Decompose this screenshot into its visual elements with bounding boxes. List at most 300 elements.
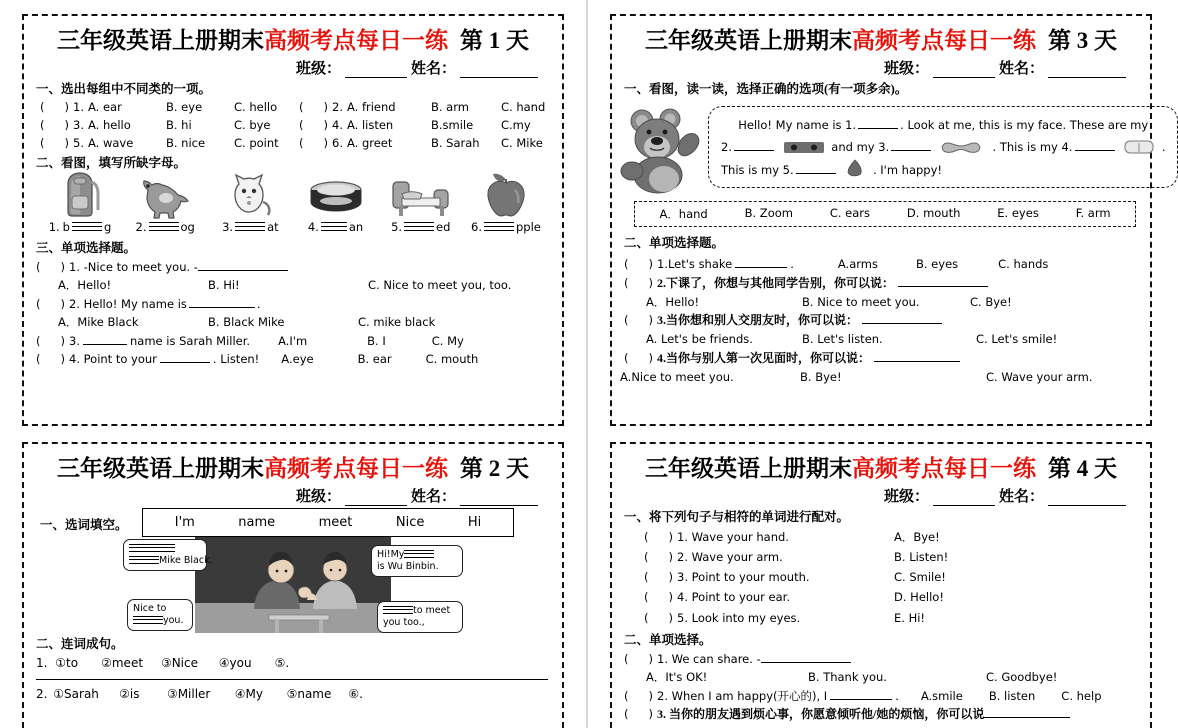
bed-icon (379, 168, 463, 218)
ears-icon (940, 140, 986, 154)
passage-blank[interactable] (734, 140, 774, 151)
title-day: 第 4 天 (1048, 456, 1117, 481)
option-c[interactable]: C. Nice to meet you, too. (368, 278, 512, 293)
picture-item (38, 168, 122, 234)
choice-option[interactable]: B. Zoom (744, 206, 793, 220)
left-column (0, 0, 586, 728)
worksheet-title-day4 (620, 455, 1142, 484)
stem-text: 3. 当你的朋友遇到烦心事，你愿意倾听他/她的烦恼，你可以说 (657, 707, 985, 722)
answer-bracket[interactable] (624, 689, 653, 703)
passage-text: . I'm happy! (872, 162, 943, 177)
title-day: 第 2 天 (460, 456, 529, 481)
answer-choice-bank (634, 201, 1136, 227)
section-heading-2: 二、单项选择。 (624, 632, 712, 647)
stem-text: 2. Hello! My name is (69, 296, 187, 311)
apple-icon (464, 168, 548, 218)
option-b[interactable]: B. Black Mike (208, 315, 285, 330)
matching-left[interactable] (644, 608, 894, 628)
answer-bracket[interactable] (299, 135, 328, 153)
word-token[interactable]: ②meet (101, 656, 144, 670)
option-b[interactable]: B.smile (430, 117, 474, 132)
passage-text: This is my 5. (721, 162, 794, 177)
answer-bracket[interactable] (644, 570, 673, 584)
spelling-row[interactable] (379, 220, 463, 234)
bubble-text-line2: you. (163, 614, 184, 626)
question-row[interactable] (40, 99, 295, 117)
answer-bracket[interactable] (36, 352, 65, 366)
worksheet-title-day1 (32, 27, 554, 56)
question-row[interactable] (40, 135, 295, 153)
answer-blank[interactable] (874, 351, 960, 362)
matching-row[interactable] (644, 527, 1142, 547)
section-heading-1: 一、选词填空。 (40, 517, 128, 532)
word-bank-area (32, 508, 554, 537)
answer-bracket[interactable] (624, 652, 653, 666)
mc-options-row[interactable] (646, 330, 1142, 348)
stem-text: 3.当你想和别人交朋友时，你可以说： (657, 313, 859, 328)
option-a[interactable]: A．Mike Black (58, 315, 139, 330)
spelling-row[interactable] (464, 220, 548, 234)
item-number: 2. (135, 219, 147, 234)
mc-question-stem[interactable] (624, 650, 1142, 668)
q-number: 1. (73, 100, 84, 114)
option-c[interactable]: C. mike black (358, 315, 436, 330)
bubble-to-meet-you[interactable] (377, 601, 463, 633)
name-label: 姓名： (410, 488, 456, 505)
mc-question-stem[interactable] (36, 295, 554, 313)
mc-options-row[interactable] (58, 276, 554, 294)
option-a[interactable]: A. hello (87, 117, 131, 132)
word-bank (142, 508, 514, 537)
q-number: 6. (332, 135, 343, 150)
answer-blank[interactable] (830, 689, 892, 700)
word-bank-item[interactable]: Hi (467, 514, 482, 530)
mc-question-stem[interactable] (624, 274, 1142, 293)
class-label: 班级： (295, 488, 341, 505)
class-input-line[interactable] (345, 64, 407, 78)
q-number: 4. (332, 117, 343, 132)
answer-bracket[interactable] (299, 99, 328, 117)
mc-options-row[interactable] (646, 668, 1142, 686)
matching-left-text: 4. Point to your ear. (677, 590, 791, 605)
backpack-icon (38, 168, 122, 218)
student-info-row-day2 (32, 485, 540, 506)
picture-spelling-strip (38, 174, 548, 234)
right-column (588, 0, 1174, 728)
mc-question-stem[interactable] (624, 311, 1142, 330)
option-b[interactable]: B. I (367, 333, 386, 348)
matching-left[interactable] (644, 587, 894, 607)
answer-blank[interactable] (189, 297, 255, 308)
option-c[interactable]: C. mouth (425, 351, 479, 366)
stem-text: 3. (69, 333, 80, 348)
spelling-row[interactable] (38, 220, 122, 234)
stem-text: 1. -Nice to meet you. - (69, 259, 198, 274)
option-c[interactable]: C. hello (233, 100, 278, 114)
letter-blank[interactable] (235, 220, 265, 231)
word-bank-item[interactable]: Nice (395, 514, 425, 530)
stem-text: 2. When I am happy(开心的), I (657, 688, 828, 703)
answer-blank[interactable] (198, 260, 288, 271)
mouth-icon (1124, 140, 1154, 154)
answer-bracket[interactable] (40, 135, 69, 153)
option-b[interactable]: B. Nice to meet you. (802, 294, 920, 309)
answer-bracket[interactable] (624, 313, 653, 327)
section-heading-1: 一、选出每组中不同类的一项。 (36, 81, 212, 96)
mc-question-stem[interactable] (36, 332, 554, 350)
mc-question-stem[interactable] (624, 687, 1142, 705)
fill-blank-lines[interactable] (404, 549, 434, 558)
option-c[interactable]: C. hands (998, 257, 1049, 272)
answer-bracket[interactable] (644, 550, 673, 564)
passage-text: . This is my 4. (992, 140, 1073, 155)
stem-tail: . Listen! (212, 351, 260, 366)
option-a[interactable]: A.eye (281, 351, 314, 366)
q-number: 3. (73, 117, 84, 132)
option-c[interactable]: C. hand (500, 100, 546, 114)
option-b[interactable]: B. ear (357, 351, 392, 366)
option-b[interactable]: B. listen (988, 688, 1036, 703)
name-input-line[interactable] (1048, 492, 1126, 506)
matching-row[interactable] (644, 608, 1142, 628)
bubble-text-line2: you too., (383, 616, 425, 628)
mc-options-row[interactable] (58, 313, 554, 331)
title-day: 第 3 天 (1048, 28, 1117, 53)
option-a[interactable]: A. ear (87, 100, 122, 114)
option-c[interactable]: C. Wave your arm. (986, 369, 1093, 384)
sentence-order-row[interactable] (36, 654, 554, 673)
name-input-line[interactable] (1048, 64, 1126, 78)
option-a[interactable]: A.arms (837, 257, 878, 272)
passage-blank[interactable] (891, 140, 931, 151)
bubble-nice-to-you[interactable] (127, 599, 193, 631)
matching-left-text: 3. Point to your mouth. (677, 570, 810, 585)
option-a[interactable]: A．Hello! (646, 294, 700, 309)
cat-icon (208, 168, 292, 218)
title-highlight: 高频考点每日一练 (264, 28, 448, 53)
passage-blank[interactable] (858, 118, 898, 129)
suffix-letters: at (267, 219, 279, 234)
section-heading-1: 一、将下列句子与相符的单词进行配对。 (624, 509, 850, 524)
mc-question-stem[interactable] (624, 705, 1142, 724)
answer-bracket[interactable] (299, 117, 328, 135)
class-input-line[interactable] (933, 492, 995, 506)
word-token[interactable]: ②is (119, 687, 140, 702)
worksheet-title-day3 (620, 27, 1142, 56)
suffix-letters: og (180, 219, 195, 234)
option-b[interactable]: B. eye (165, 100, 203, 114)
answer-blank[interactable] (761, 652, 851, 663)
option-b[interactable]: B. Bye! (800, 369, 842, 384)
bubble-wu-binbin[interactable] (371, 545, 463, 577)
option-c[interactable]: C. My (431, 333, 464, 348)
spelling-row[interactable] (294, 220, 378, 234)
choice-option[interactable]: D. mouth (906, 206, 961, 220)
answer-bracket[interactable] (40, 117, 69, 135)
name-label: 姓名： (998, 60, 1044, 77)
item-number: 5. (391, 219, 403, 234)
matching-row[interactable] (644, 567, 1142, 587)
title-prefix: 三年级英语上册期末 (57, 28, 264, 53)
word-token[interactable]: ⑤name (286, 687, 332, 702)
mc-question-stem[interactable] (36, 258, 554, 276)
passage-line-2 (721, 136, 1165, 158)
class-label: 班级： (883, 60, 929, 77)
word-token[interactable]: ④My (234, 687, 263, 702)
choice-option[interactable]: C. ears (829, 206, 871, 220)
answer-blank[interactable] (898, 276, 988, 287)
fill-blank-lines[interactable] (129, 555, 159, 564)
stem-text: 1. We can share. - (657, 651, 761, 666)
question-row[interactable] (299, 135, 554, 153)
name-label: 姓名： (998, 488, 1044, 505)
reading-passage-area (620, 99, 1166, 195)
spelling-row[interactable] (208, 220, 292, 234)
word-token[interactable]: ③Nice (160, 656, 198, 670)
option-c[interactable]: C. bye (233, 117, 271, 132)
section-heading-2: 二、连词成句。 (36, 636, 124, 651)
can-icon (294, 168, 378, 218)
hand-icon (847, 159, 863, 177)
passage-line-1 (721, 114, 1165, 136)
option-c[interactable]: C. point (233, 135, 279, 150)
word-token[interactable]: ①Sarah (53, 687, 99, 702)
option-c[interactable]: C. help (1061, 688, 1102, 703)
mc-question-stem[interactable] (624, 349, 1142, 368)
word-token[interactable]: ⑥. (348, 687, 363, 702)
word-bank-item[interactable]: name (238, 514, 276, 530)
matching-row[interactable] (644, 547, 1142, 567)
option-a[interactable]: A. Let's be friends. (646, 332, 753, 347)
passage-text: and my 3. (831, 140, 890, 155)
fill-blank-lines[interactable] (383, 605, 413, 614)
option-b[interactable]: B. Thank you. (808, 670, 887, 685)
matching-right[interactable]: B. Listen! (894, 550, 949, 565)
matching-left[interactable] (644, 527, 894, 547)
word-token[interactable]: ③Miller (166, 687, 211, 702)
stem-text: 2.下课了，你想与其他同学告别，你可以说： (657, 275, 895, 290)
matching-left-text: 1. Wave your hand. (677, 530, 789, 544)
section-heading-2: 二、单项选择题。 (624, 236, 725, 250)
reading-passage-box (708, 106, 1178, 188)
letter-blank[interactable] (404, 220, 434, 231)
student-info-row-day3 (620, 57, 1128, 78)
choice-option[interactable]: F. arm (1075, 206, 1111, 220)
suffix-letters: g (103, 219, 112, 234)
fill-blank-lines[interactable] (129, 543, 175, 552)
answer-bracket[interactable] (644, 530, 673, 544)
name-label: 姓名： (410, 60, 456, 77)
choice-option[interactable]: A．hand (659, 207, 708, 221)
matching-left[interactable] (644, 547, 894, 567)
title-prefix: 三年级英语上册期末 (57, 456, 264, 481)
option-b[interactable]: B. nice (165, 135, 206, 150)
answer-blank[interactable] (862, 313, 942, 324)
answer-bracket[interactable] (624, 257, 653, 271)
title-highlight: 高频考点每日一练 (264, 456, 448, 481)
passage-text: 2. (721, 140, 732, 155)
option-a[interactable]: A.smile (920, 688, 963, 703)
title-prefix: 三年级英语上册期末 (645, 28, 852, 53)
spelling-row[interactable] (123, 220, 207, 234)
option-c[interactable]: C. Mike (500, 135, 543, 150)
bubble-text-line1: Nice to (133, 603, 167, 614)
class-input-line[interactable] (345, 492, 407, 506)
stem-tail: name is Sarah Miller. (129, 333, 251, 348)
stem-text: 4. Point to your (69, 351, 157, 366)
option-a[interactable]: A.I'm (278, 333, 308, 348)
sentence-order-row[interactable] (36, 685, 554, 704)
section-heading-2: 二、看图，填写所缺字母。 (36, 156, 187, 171)
q-number: 5. (73, 135, 84, 150)
stem-tail: . (790, 257, 794, 272)
bear-icon (620, 99, 704, 195)
student-info-row-day1 (32, 57, 540, 78)
title-highlight: 高频考点每日一练 (852, 28, 1036, 53)
picture-item (464, 168, 548, 234)
option-b[interactable]: B. Let's listen. (802, 332, 883, 347)
bubble-text-line1: to meet (413, 605, 451, 616)
suffix-letters: an (348, 219, 364, 234)
option-c[interactable]: C. Goodbye! (986, 670, 1058, 685)
option-b[interactable]: B. Sarah (430, 135, 480, 150)
answer-blank[interactable] (83, 334, 127, 345)
item-number: 6. (471, 219, 482, 234)
option-a[interactable]: A.Nice to meet you. (620, 369, 734, 384)
letter-blank[interactable] (321, 220, 347, 231)
word-bank-item[interactable]: I'm (174, 514, 195, 530)
section-heading-1: 一、看图，读一读，选择正确的选项(有一项多余)。 (624, 81, 908, 96)
word-token[interactable]: ①to (55, 656, 79, 670)
passage-blank[interactable] (796, 163, 836, 174)
letter-blank[interactable] (484, 220, 514, 231)
letter-blank[interactable] (149, 220, 179, 231)
option-a[interactable]: A. greet (346, 135, 393, 150)
option-a[interactable]: A．Hello! (58, 278, 112, 293)
picture-item (208, 168, 292, 234)
item-number: 1. (36, 656, 48, 670)
question-row[interactable] (299, 117, 554, 135)
matching-right[interactable]: E. Hi! (894, 610, 926, 625)
option-b[interactable]: B. Hi! (208, 278, 240, 293)
worksheet-day4 (610, 442, 1152, 728)
item-number: 3. (222, 219, 234, 234)
section-heading-3: 三、单项选择题。 (36, 240, 137, 255)
word-token[interactable]: ⑤. (274, 656, 290, 670)
matching-right[interactable]: A．Bye! (894, 530, 940, 544)
mc-options-row[interactable] (646, 293, 1142, 311)
answer-bracket[interactable] (624, 276, 653, 290)
student-info-row-day4 (620, 485, 1128, 506)
picture-item (379, 168, 463, 234)
picture-item (294, 168, 378, 234)
stem-tail: . (256, 296, 261, 311)
bubble-mike-black[interactable] (123, 539, 213, 571)
name-input-line[interactable] (460, 492, 538, 506)
option-b[interactable]: B. arm (430, 100, 469, 114)
title-day: 第 1 天 (460, 28, 529, 53)
name-input-line[interactable] (460, 64, 538, 78)
answer-write-line[interactable] (36, 679, 548, 680)
option-c[interactable]: C.my (500, 117, 531, 132)
matching-left-text: 2. Wave your arm. (677, 550, 783, 565)
eyes-icon (784, 142, 824, 153)
bubble-text-line2: is Wu Binbin. (377, 560, 439, 572)
picture-item (123, 168, 207, 234)
class-label: 班级： (883, 488, 929, 505)
passage-blank[interactable] (1075, 140, 1115, 151)
matching-left[interactable] (644, 567, 894, 587)
answer-blank[interactable] (160, 352, 210, 363)
letter-blank[interactable] (72, 220, 102, 231)
passage-text: . Look at me, this is my face. These are my (900, 117, 1149, 132)
answer-bracket[interactable] (644, 611, 673, 625)
option-a[interactable]: A. friend (346, 100, 396, 114)
worksheet-day1 (22, 14, 564, 426)
worksheet-day2 (22, 442, 564, 728)
choice-option[interactable]: E. eyes (997, 206, 1039, 220)
answer-bracket[interactable] (36, 297, 65, 311)
bubble-text: Mike Black. (159, 554, 213, 566)
option-a[interactable]: A．It's OK! (646, 670, 708, 685)
title-prefix: 三年级英语上册期末 (645, 456, 852, 481)
passage-text: Hello! My name is 1. (738, 117, 857, 132)
suffix-letters: pple (515, 219, 541, 234)
matching-left-text: 5. Look into my eyes. (677, 610, 801, 625)
word-token[interactable]: ④you (218, 656, 252, 670)
word-bank-item[interactable]: meet (318, 514, 353, 530)
answer-bracket[interactable] (36, 260, 65, 274)
option-a[interactable]: A. listen (346, 117, 394, 132)
stem-text: 4.当你与别人第一次见面时，你可以说： (657, 350, 871, 365)
prefix-letters: b (62, 219, 70, 234)
passage-line-3 (721, 159, 1165, 181)
answer-bracket[interactable] (36, 334, 65, 348)
answer-bracket[interactable] (624, 707, 653, 721)
option-c[interactable]: C. Let's smile! (976, 332, 1058, 347)
item-number: 4. (307, 219, 319, 234)
passage-text: . (1161, 140, 1166, 155)
item-number: 2. (36, 687, 48, 702)
answer-blank[interactable] (984, 707, 1070, 718)
matching-right[interactable]: D. Hello! (894, 590, 944, 605)
question-row[interactable] (299, 99, 554, 117)
class-input-line[interactable] (933, 64, 995, 78)
option-a[interactable]: A. wave (87, 135, 134, 150)
mc-question-stem[interactable] (36, 350, 554, 368)
dog-icon (123, 168, 207, 218)
fill-blank-lines[interactable] (133, 615, 163, 624)
option-c[interactable]: C. Bye! (970, 294, 1012, 309)
q-number: 2. (332, 100, 343, 114)
stem-text: 1.Let's shake (657, 257, 733, 272)
option-b[interactable]: B. hi (165, 117, 192, 132)
answer-blank[interactable] (735, 257, 787, 268)
mc-options-row[interactable] (620, 368, 1142, 386)
suffix-letters: ed (436, 219, 451, 234)
mc-question-stem[interactable] (624, 255, 1142, 273)
title-highlight: 高频考点每日一练 (852, 456, 1036, 481)
bubble-text-line1: Hi!My (377, 548, 405, 560)
answer-bracket[interactable] (624, 351, 653, 365)
answer-bracket[interactable] (644, 590, 673, 604)
class-label: 班级： (295, 60, 341, 77)
answer-bracket[interactable] (40, 99, 69, 117)
matching-right[interactable]: C. Smile! (894, 570, 946, 585)
matching-row[interactable] (644, 587, 1142, 607)
option-b[interactable]: B. eyes (915, 257, 959, 272)
question-row[interactable] (40, 117, 295, 135)
